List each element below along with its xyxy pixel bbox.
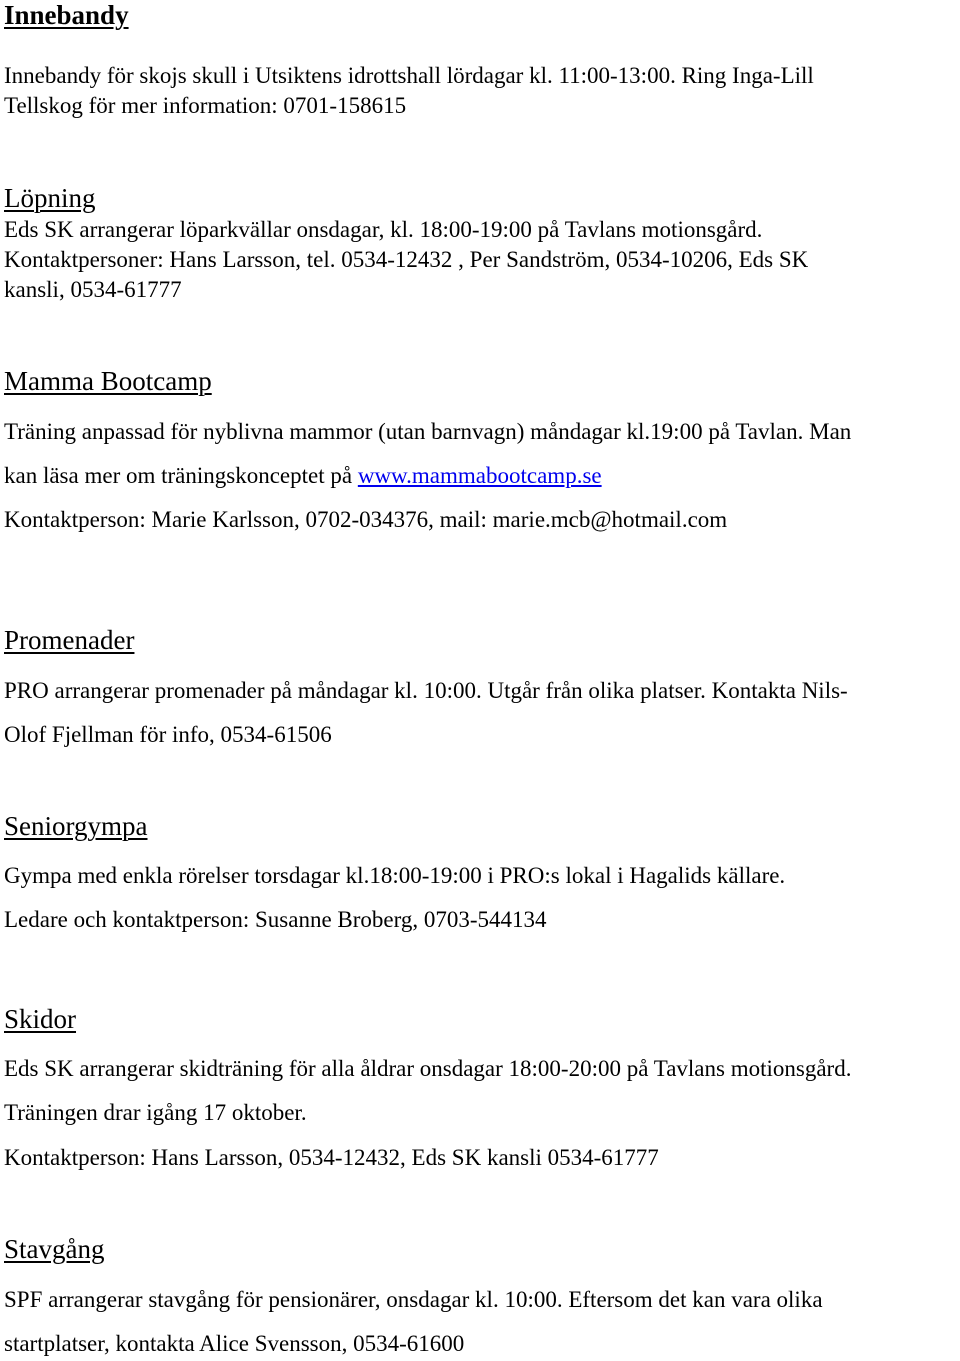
heading-lopning: Löpning (4, 183, 96, 213)
mammabootcamp-link[interactable]: www.mammabootcamp.se (357, 463, 602, 488)
promenader-line-1: PRO arrangerar promenader på måndagar kl. 10:00. Utgår från olika platser. Kontakta Nils- (4, 678, 848, 703)
stavgang-line-1: SPF arrangerar stavgång för pensionärer, onsdagar kl. 10:00. Eftersom det kan vara olika (4, 1287, 823, 1312)
lopning-line-1: Eds SK arrangerar löparkvällar onsdagar, kl. 18:00-19:00 på Tavlans motionsgård. (4, 217, 763, 242)
skidor-line-3: Kontaktperson: Hans Larsson, 0534-12432, Eds SK kansli 0534-61777 (4, 1145, 659, 1170)
mamma-bootcamp-line-3: Kontaktperson: Marie Karlsson, 0702-034376, mail: marie.mcb@hotmail.com (4, 507, 728, 532)
promenader-line-2: Olof Fjellman för info, 0534-61506 (4, 722, 332, 747)
heading-innebandy: Innebandy (4, 0, 129, 30)
mamma-bootcamp-line-2 (4, 464, 602, 487)
seniorgympa-line-2: Ledare och kontaktperson: Susanne Broberg, 0703-544134 (4, 907, 547, 932)
innebandy-line-1: Innebandy för skojs skull i Utsiktens idrottshall lördagar kl. 11:00-13:00. Ring Inga-Lill (4, 63, 814, 88)
seniorgympa-line-1: Gympa med enkla rörelser torsdagar kl.18:00-19:00 i PRO:s lokal i Hagalids källare. (4, 863, 786, 888)
skidor-line-2: Träningen drar igång 17 oktober. (4, 1100, 307, 1125)
heading-promenader: Promenader (4, 625, 135, 655)
heading-stavgang: Stavgång (4, 1234, 105, 1264)
mamma-bootcamp-line-1: Träning anpassad för nyblivna mammor (utan barnvagn) måndagar kl.19:00 på Tavlan. Man (4, 419, 852, 444)
stavgang-line-2: startplatser, kontakta Alice Svensson, 0534-61600 (4, 1331, 465, 1356)
mamma-bootcamp-line-2-text: kan läsa mer om träningskonceptet på (4, 463, 358, 488)
lopning-line-2: Kontaktpersoner: Hans Larsson, tel. 0534-12432 , Per Sandström, 0534-10206, Eds SK (4, 247, 809, 272)
innebandy-line-2: Tellskog för mer information: 0701-158615 (4, 93, 407, 118)
heading-seniorgympa: Seniorgympa (4, 811, 148, 841)
heading-mamma-bootcamp: Mamma Bootcamp (4, 366, 212, 396)
skidor-line-1: Eds SK arrangerar skidträning för alla åldrar onsdagar 18:00-20:00 på Tavlans motionsgård. (4, 1056, 852, 1081)
lopning-line-3: kansli, 0534-61777 (4, 277, 182, 302)
heading-skidor: Skidor (4, 1004, 77, 1034)
